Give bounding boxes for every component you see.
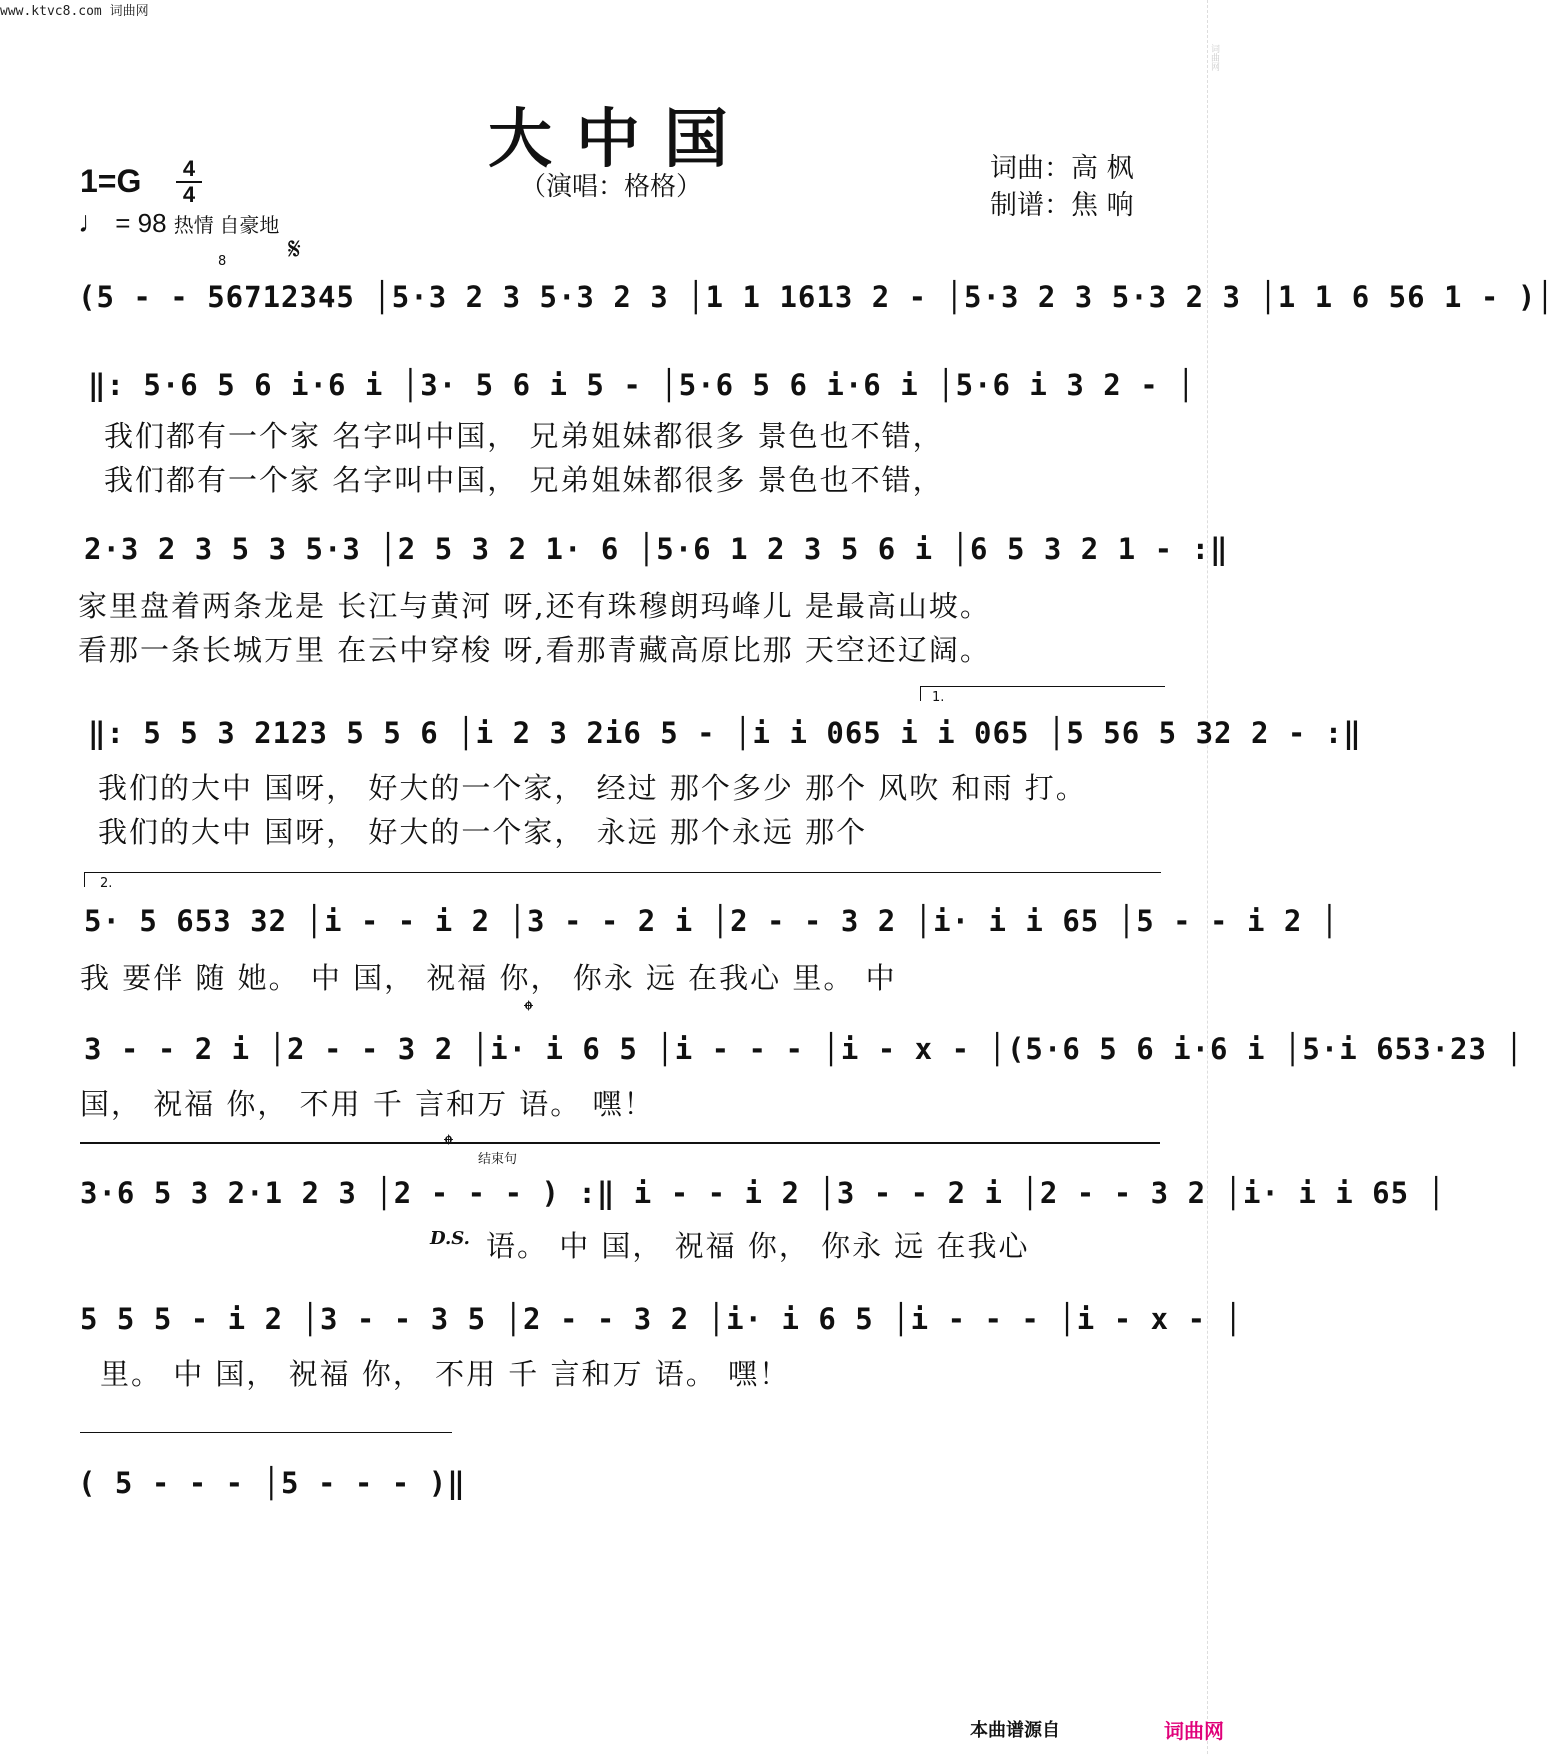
footer-logo[interactable]: 词曲网	[1164, 1719, 1224, 1743]
footer-source-text: 本曲谱源自	[970, 1720, 1060, 1741]
page-title: 大中国	[488, 102, 752, 177]
system-3-lyric-2: 看那一条长城万里 在云中穿梭 呀,看那青藏高原比那 天空还辽阔。	[78, 633, 991, 667]
octave-mark: 8	[218, 254, 227, 269]
time-signature	[176, 158, 202, 206]
coda-icon: 𝄌	[524, 996, 533, 1026]
system-8-lyric-1: 里。 中 国， 祝福 你， 不用 千 言和万 语。 嘿！	[100, 1357, 790, 1391]
system-3-notes: 2·3 2 3 5 3 5·3 │2 5 3 2 1· 6 │5·6 1 2 3 5 6 i │6 5 3 2 1 - :‖	[84, 532, 1229, 566]
system-7-notes: 3·6 5 3 2·1 2 3 │2 - - - ) :‖ i - - i 2 │3 - - 2 i │2 - - 3 2 │i· i i 65 │	[80, 1176, 1447, 1210]
final-bracket-line	[80, 1432, 452, 1433]
key-signature: 1=G	[80, 163, 142, 199]
tempo-marking	[78, 206, 279, 240]
side-watermark-strip	[1207, 0, 1240, 1754]
system-9-notes: ( 5 - - - │5 - - - )‖	[78, 1466, 466, 1500]
coda-icon-2: 𝄌	[444, 1130, 453, 1160]
side-watermark: 词曲网	[1209, 44, 1219, 71]
dal-segno-marking: D.S.	[430, 1228, 470, 1249]
second-ending-label: 2.	[100, 876, 113, 891]
first-ending-bracket	[920, 686, 1165, 701]
singer-credit: （演唱：格格）	[520, 172, 703, 202]
system-1-notes: (5 - - 56712345 │5·3 2 3 5·3 2 3 │1 1 1613 2 - │5·3 2 3 5·3 2 3 │1 1 6 56 1 - )│	[78, 280, 1555, 314]
time-signature-bottom: 4	[182, 182, 196, 207]
system-5-notes: 5· 5 653 32 │i - - i 2 │3 - - 2 i │2 - - 3 2 │i· i i 65 │5 - - i 2 │	[84, 904, 1340, 938]
system-2-notes: ‖: 5·6 5 6 i·6 i │3· 5 6 i 5 - │5·6 5 6 i·6 i │5·6 i 3 2 - │	[88, 368, 1196, 402]
source-url: www.ktvc8.com 词曲网	[0, 4, 149, 19]
system-7-lyric-1: 语。 中 国， 祝福 你， 你永 远 在我心	[486, 1229, 1030, 1263]
system-6-notes: 3 - - 2 i │2 - - 3 2 │i· i 6 5 │i - - - │i - x - │(5·6 5 6 i·6 i │5·i 653·23 │	[84, 1032, 1524, 1066]
first-ending-label: 1.	[932, 690, 945, 705]
system-5-lyric-1: 我 要伴 随 她。 中 国， 祝福 你， 你永 远 在我心 里。 中	[80, 961, 897, 995]
coda-label: 结束句	[478, 1152, 518, 1167]
mood-marking: 热情 自豪地	[173, 215, 280, 237]
second-ending-bracket	[84, 872, 1161, 887]
time-signature-top: 4	[182, 156, 196, 181]
system-3-lyric-1: 家里盘着两条龙是 长江与黄河 呀,还有珠穆朗玛峰儿 是最高山坡。	[78, 589, 991, 623]
tempo-value: = 98	[115, 208, 167, 238]
system-8-notes: 5 5 5 - i 2 │3 - - 3 5 │2 - - 3 2 │i· i 6 5 │i - - - │i - x - │	[80, 1302, 1243, 1336]
segno-icon: 𝄋	[288, 232, 301, 267]
system-4-lyric-1: 我们的大中 国呀， 好大的一个家， 经过 那个多少 那个 风吹 和雨 打。	[98, 771, 1087, 805]
system-4-lyric-2: 我们的大中 国呀， 好大的一个家， 永远 那个永远 那个	[98, 815, 868, 849]
system-2-lyric-1: 我们都有一个家 名字叫中国， 兄弟姐妹都很多 景色也不错，	[104, 419, 944, 453]
quarter-note-icon: ♩	[78, 206, 108, 239]
coda-divider	[80, 1142, 1160, 1144]
system-4-notes: ‖: 5 5 3 2123 5 5 6 │i 2 3 2i6 5 - │i i 065 i i 065 │5 56 5 32 2 - :‖	[88, 716, 1362, 750]
system-6-lyric-1: 国， 祝福 你， 不用 千 言和万 语。 嘿！	[80, 1087, 655, 1121]
system-2-lyric-2: 我们都有一个家 名字叫中国， 兄弟姐妹都很多 景色也不错，	[104, 463, 944, 497]
lyrics-music-credit: 词曲：高 枫	[990, 153, 1134, 184]
arranger-credit: 制谱：焦 响	[990, 190, 1134, 221]
